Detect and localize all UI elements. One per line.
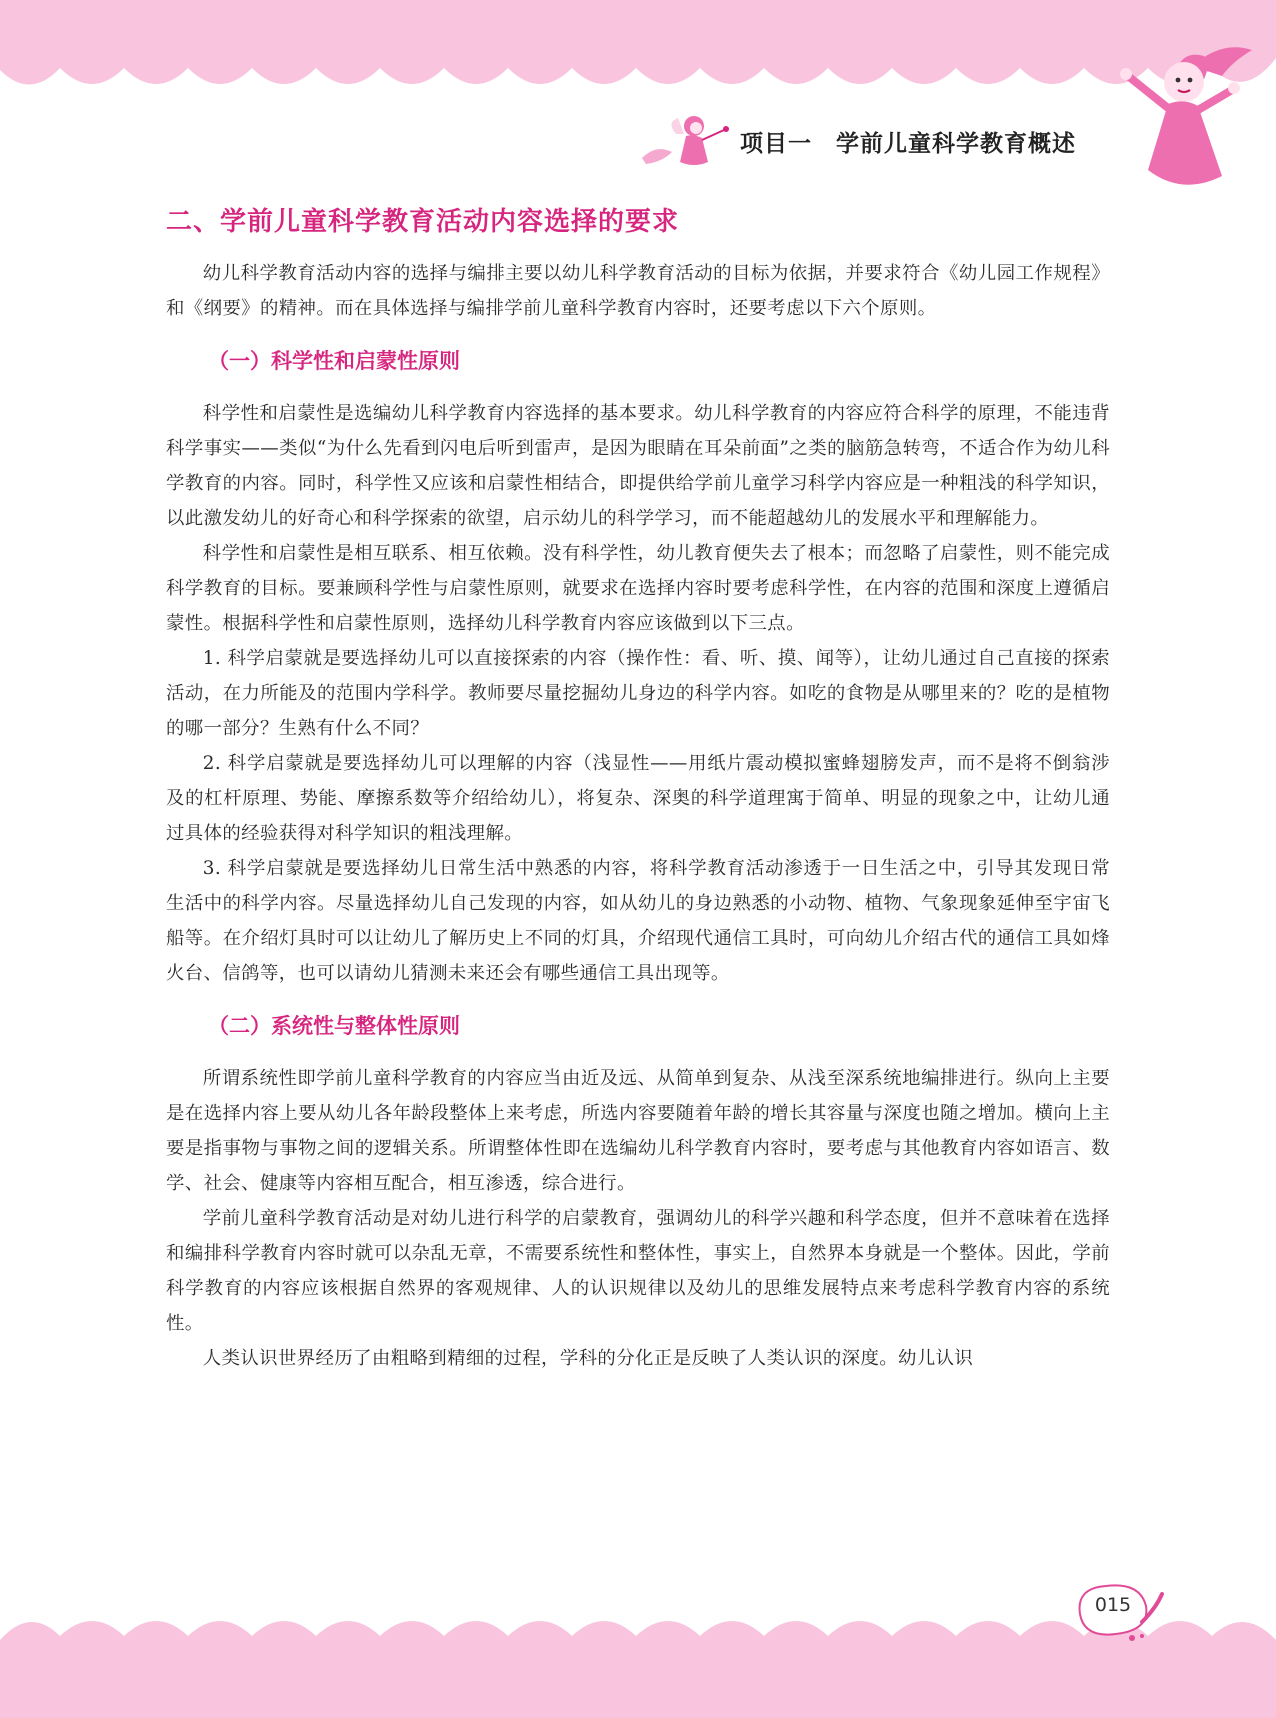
paragraph: 3. 科学启蒙就是要选择幼儿日常生活中熟悉的内容，将科学教育活动渗透于一日生活之中，引导其发现日常生活中的科学内容。尽量选择幼儿自己发现的内容，如从幼儿的身边熟悉的小动物、植物、气象现象延伸至宇宙飞船等。在介绍灯具时可以让幼儿了解历史上不同的灯具，介绍现代通信工具时，可向幼儿介绍古代的通信工具如烽火台、信鸽等，也可以请幼儿猜测未来还会有哪些通信工具出现等。 [166, 858, 1110, 984]
header-chapter: 项目一 [740, 131, 812, 157]
page-number: 015 [1094, 1594, 1132, 1616]
paragraph: 所谓系统性即学前儿童科学教育的内容应当由近及远、从简单到复杂、从浅至深系统地编排进行。纵向上主要是在选择内容上要从幼儿各年龄段整体上来考虑，所选内容要随着年龄的增长其容量与深度也随之增加。横向上主要是指事物与事物之间的逻辑关系。所谓整体性即在选编幼儿科学教育内容时，要考虑与其他教育内容如语言、数学、社会、健康等内容相互配合，相互渗透，综合进行。 [166, 1068, 1110, 1194]
paragraph: 学前儿童科学教育活动是对幼儿进行科学的启蒙教育，强调幼儿的科学兴趣和科学态度，但并不意味着在选择和编排科学教育内容时就可以杂乱无章，不需要系统性和整体性，事实上，自然界本身就是一个整体。因此，学前科学教育的内容应该根据自然界的客观规律、人的认识规律以及幼儿的思维发展特点来考虑科学教育内容的系统性。 [166, 1208, 1110, 1334]
paragraph: 人类认识世界经历了由粗略到精细的过程，学科的分化正是反映了人类认识的深度。幼儿认识 [202, 1348, 974, 1369]
main-content [166, 202, 1110, 1376]
paragraph: 1. 科学启蒙就是要选择幼儿可以直接探索的内容（操作性：看、听、摸、闻等），让幼儿通过自己直接的探索活动，在力所能及的范围内学科学。教师要尽量挖掘幼儿身边的科学内容。如吃的食物是从哪里来的？吃的是植物的哪一部分？生熟有什么不同？ [166, 648, 1110, 739]
flying-girl-illustration-icon [1072, 36, 1272, 202]
paragraph: 科学性和启蒙性是选编幼儿科学教育内容选择的基本要求。幼儿科学教育的内容应符合科学的原理，不能违背科学事实——类似“为什么先看到闪电后听到雷声，是因为眼睛在耳朵前面”之类的脑筋急转弯，不适合作为幼儿科学教育的内容。同时，科学性又应该和启蒙性相结合，即提供给学前儿童学习科学内容应是一种粗浅的科学知识，以此激发幼儿的好奇心和科学探索的欲望，启示幼儿的科学学习，而不能超越幼儿的发展水平和理解能力。 [166, 403, 1110, 529]
header-title: 学前儿童科学教育概述 [836, 131, 1076, 157]
subsection-title-1: （一）科学性和启蒙性原则 [208, 349, 460, 373]
paragraph: 2. 科学启蒙就是要选择幼儿可以理解的内容（浅显性——用纸片震动模拟蜜蜂翅膀发声，而不是将不倒翁涉及的杠杆原理、势能、摩擦系数等介绍给幼儿），将复杂、深奥的科学道理寓于简单、明显的现象之中，让幼儿通过具体的经验获得对科学知识的粗浅理解。 [166, 753, 1110, 844]
section-title: 二、学前儿童科学教育活动内容选择的要求 [166, 207, 680, 237]
paragraph: 科学性和启蒙性是相互联系、相互依赖。没有科学性，幼儿教育便失去了根本；而忽略了启蒙性，则不能完成科学教育的目标。要兼顾科学性与启蒙性原则，就要求在选择内容时要考虑科学性，在内容的范围和深度上遵循启蒙性。根据科学性和启蒙性原则，选择幼儿科学教育内容应该做到以下三点。 [166, 543, 1110, 634]
running-header [740, 125, 1100, 165]
subsection-title-2: （二）系统性与整体性原则 [208, 1014, 460, 1038]
section-intro: 幼儿科学教育活动内容的选择与编排主要以幼儿科学教育活动的目标为依据，并要求符合《幼儿园工作规程》和《纲要》的精神。而在具体选择与编排学前儿童科学教育内容时，还要考虑以下六个原则。 [166, 263, 1110, 319]
fairy-illustration-icon [636, 104, 732, 174]
